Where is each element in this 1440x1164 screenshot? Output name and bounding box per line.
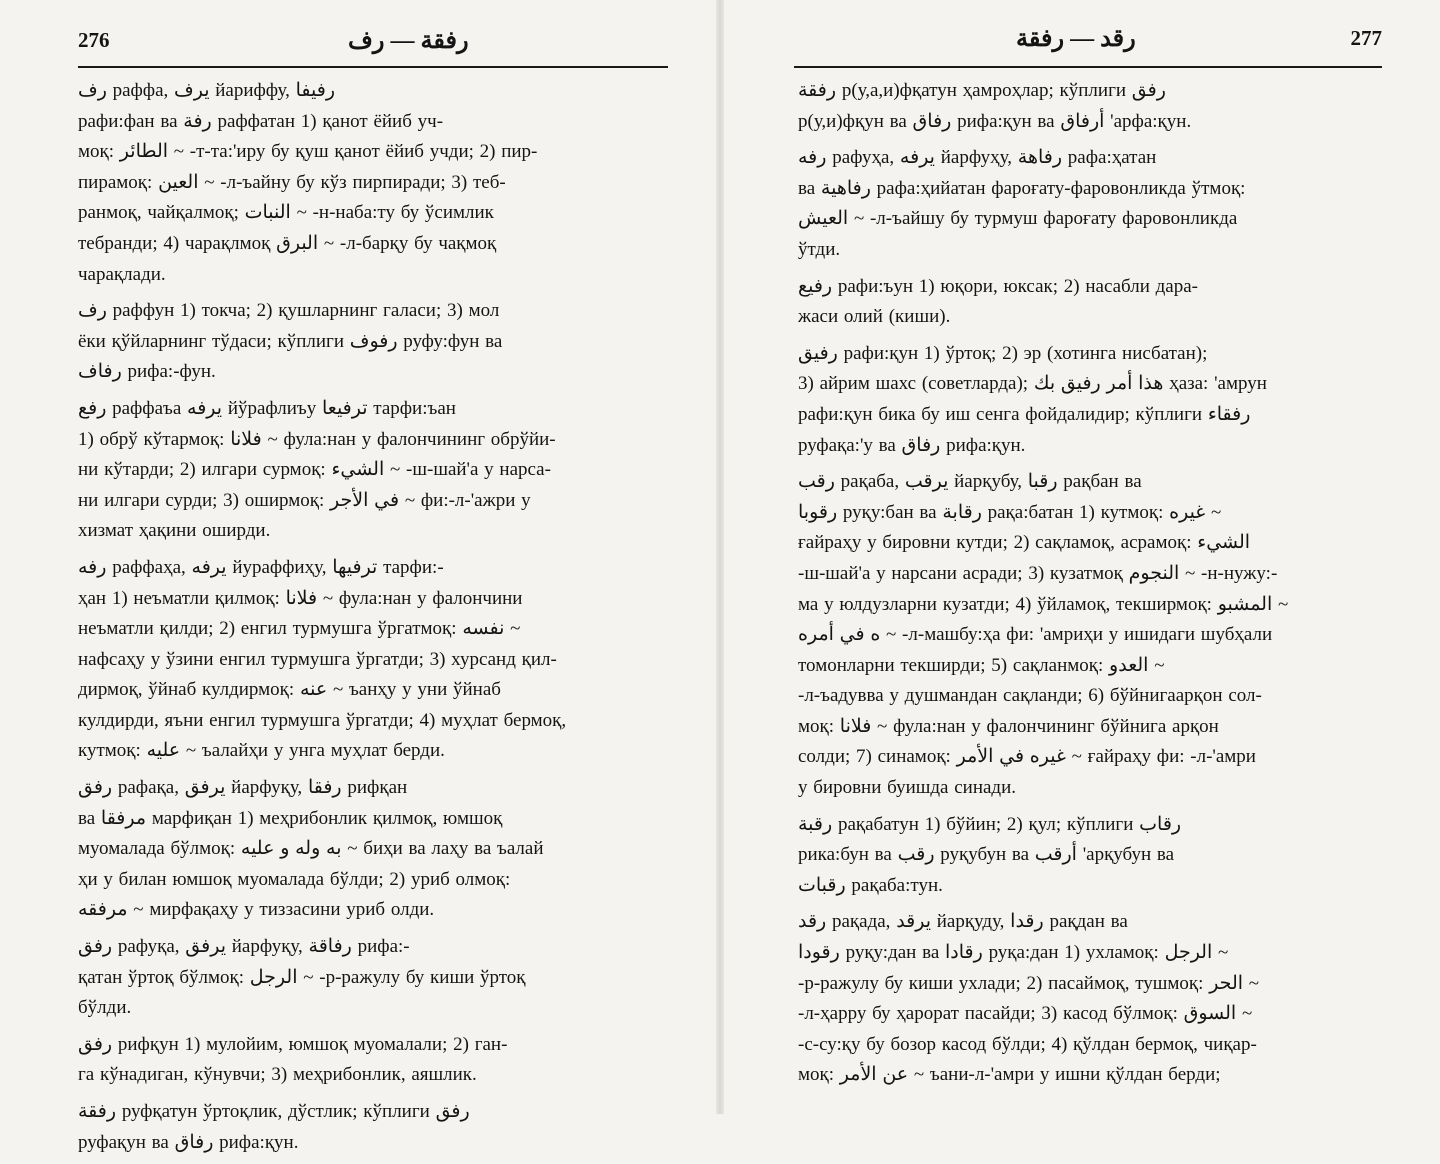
running-head: رقد — رفقة bbox=[1016, 26, 1136, 52]
dictionary-entry: رف раффун 1) токча; 2) қушларнинг галаси; 3) мол ёки қўйларнинг тўдаси; кўплиги رفوف руфу:фун ва رفاف рифа:-фун. bbox=[78, 300, 503, 383]
page-header bbox=[78, 20, 668, 60]
page-number: 276 bbox=[78, 28, 110, 52]
page-header bbox=[794, 18, 1382, 58]
dictionary-entry: رفع раффаъа يرفه йўрафлиъу ترفيعا тарфи:ъан 1) обрў кўтармоқ: فلانا ~ фула:нан у фалончининг обрўйи- ни кўтарди; 2) илгари сурмоқ: الشيء ~ -ш-шай'а у нарса- ни илгари сурди; 3) оширмоқ: في الأجر ~ фи:-л-'ажри у хизмат ҳақини оширди. bbox=[78, 397, 556, 542]
dictionary-entry: رقد рақада, يرقد йарқуду, رقدا рақдан ва رقودا руқу:дан ва رقادا руқа:дан 1) ухламоқ: الرجل ~ -р-ражулу бу киши ухлади; 2) пасаймоқ, тушмоқ: الحر ~ -л-ҳарру бу ҳарорат пасайди; 3) касод бўлмоқ: السوق ~ -с-су:қу бу бозор касод бўлди; 4) қўлдан бермоқ, чиқар- моқ: عن الأمر ~ ъани-л-'амри у ишни қўлдан берди; bbox=[798, 911, 1260, 1086]
dictionary-entry: رفق рифқун 1) мулойим, юмшоқ муомалали; 2) ган- га кўнадиган, кўнувчи; 3) меҳрибонлик, аяшлик. bbox=[78, 1033, 508, 1086]
dictionary-column bbox=[798, 76, 1378, 1097]
left-page bbox=[0, 0, 720, 1153]
dictionary-column bbox=[78, 76, 668, 1164]
dictionary-entry: رفقة р(у,а,и)фқатун ҳамроҳлар; кўплиги رفق р(у,и)фқун ва رفاق рифа:қун ва أرفاق 'арфа:қун. bbox=[798, 80, 1192, 132]
dictionary-entry: رفه рафуҳа, يرفه йарфуҳу, رفاهة рафа:ҳатан ва رفاهية рафа:ҳийатан фароғату-фаровонликда ўтмоқ: العيش ~ -л-ъайшу бу турмуш фароғату фаровонликда ўтди. bbox=[798, 147, 1246, 260]
dictionary-entry: رفه раффаҳа, يرفه йураффиҳу, ترفيها тарфи:- ҳан 1) неъматли қилмоқ: فلانا ~ фула:нан у фалончини неъматли қилди; 2) енгил турмушга ўргатмоқ: نفسه ~ нафсаҳу у ўзини енгил турмушга ўргатди; 3) хурсанд қил- дирмоқ, ўйнаб кулдирмоқ: عنه ~ ъанҳу у уни ўйнаб кулдирди, яъни енгил турмушга ўргатди; 4) муҳлат бермоқ, кутмоқ: عليه ~ ъалайҳи у унга муҳлат берди. bbox=[78, 556, 567, 762]
running-head: رفقة — رف bbox=[348, 28, 469, 54]
dictionary-entry: رفيق рафи:қун 1) ўртоқ; 2) эр (хотинга нисбатан); 3) айрим шахс (советларда); هذا أمر رفيق بك ҳаза: 'амрун рафи:қун бика бу иш сенга фойдалидир; кўплиги رفقاء руфақа:'у ва رفاق рифа:қун. bbox=[798, 342, 1267, 456]
dictionary-entry: رفقة руфқатун ўртоқлик, дўстлик; кўплиги رفق руфақун ва رفاق рифа:қун. bbox=[78, 1101, 470, 1153]
dictionary-entry: رفق рафуқа, يرفق йарфуқу, رفاقة рифа:- қатан ўртоқ бўлмоқ: الرجل ~ -р-ражулу бу киши ўртоқ бўлди. bbox=[78, 936, 526, 1019]
right-page bbox=[720, 0, 1440, 1114]
header-rule bbox=[78, 66, 668, 68]
header-rule bbox=[794, 66, 1382, 68]
page-number: 277 bbox=[1350, 26, 1382, 50]
dictionary-entry: رف раффа, يرف йариффу, رفيفا рафи:фан ва رفة раффатан 1) қанот ёйиб уч- моқ: الطائر ~ -т-та:'иру бу қуш қанот ёйиб учди; 2) пир- пирамоқ: العين ~ -л-ъайну бу кўз пирпиради; 3) теб- ранмоқ, чайқалмоқ; النبات ~ -н-наба:ту бу ўсимлик тебранди; 4) чарақлмоқ البرق ~ -л-барқу бу чақмоқ чарақлади. bbox=[78, 80, 538, 285]
dictionary-entry: رقبة рақабатун 1) бўйин; 2) қул; кўплиги رقاب рика:бун ва رقب руқубун ва أرقب 'арқубун ва رقبات рақаба:тун. bbox=[798, 813, 1182, 896]
dictionary-entry: رفيع рафи:ъун 1) юқори, юксак; 2) насабли дара- жаси олий (киши). bbox=[798, 275, 1199, 328]
dictionary-entry: رفق рафақа, يرفق йарфуқу, رفقا рифқан ва مرفقا марфиқан 1) меҳрибонлик қилмоқ, юмшоқ муомалада бўлмоқ: به وله و عليه ~ биҳи ва лаҳу ва ъалай ҳи у билан юмшоқ муомалада бўлди; 2) уриб олмоқ: مرفقه ~ мирфақаҳу у тиззасини уриб олди. bbox=[78, 777, 544, 921]
dictionary-entry: رقب рақаба, يرقب йарқубу, رقبا рақбан ва رقوبا руқу:бан ва رقابة рақа:батан 1) кутмоқ: غيره ~ ғайраҳу у бировни кутди; 2) сақламоқ, асрамоқ: الشيء -ш-шай'а у нарсани асради; 3) кузатмоқ النجوم ~ -н-нужу:- ма у юлдузларни кузатди; 4) ўйламоқ, текширмоқ: المشبو ~ ه في أمره ~ -л-машбу:ҳа фи: 'амриҳи у ишидаги шубҳали томонларни текширди; 5) сақланмоқ: العدو ~ -л-ъадувва у душмандан сақланди; 6) бўйнигаарқон сол- моқ: فلانا ~ фула:нан у фалончининг бўйнига арқон солди; 7) синамоқ: غيره في الأمر ~ ғайраҳу фи: -л-'амри у бировни буишда синади. bbox=[798, 471, 1289, 799]
